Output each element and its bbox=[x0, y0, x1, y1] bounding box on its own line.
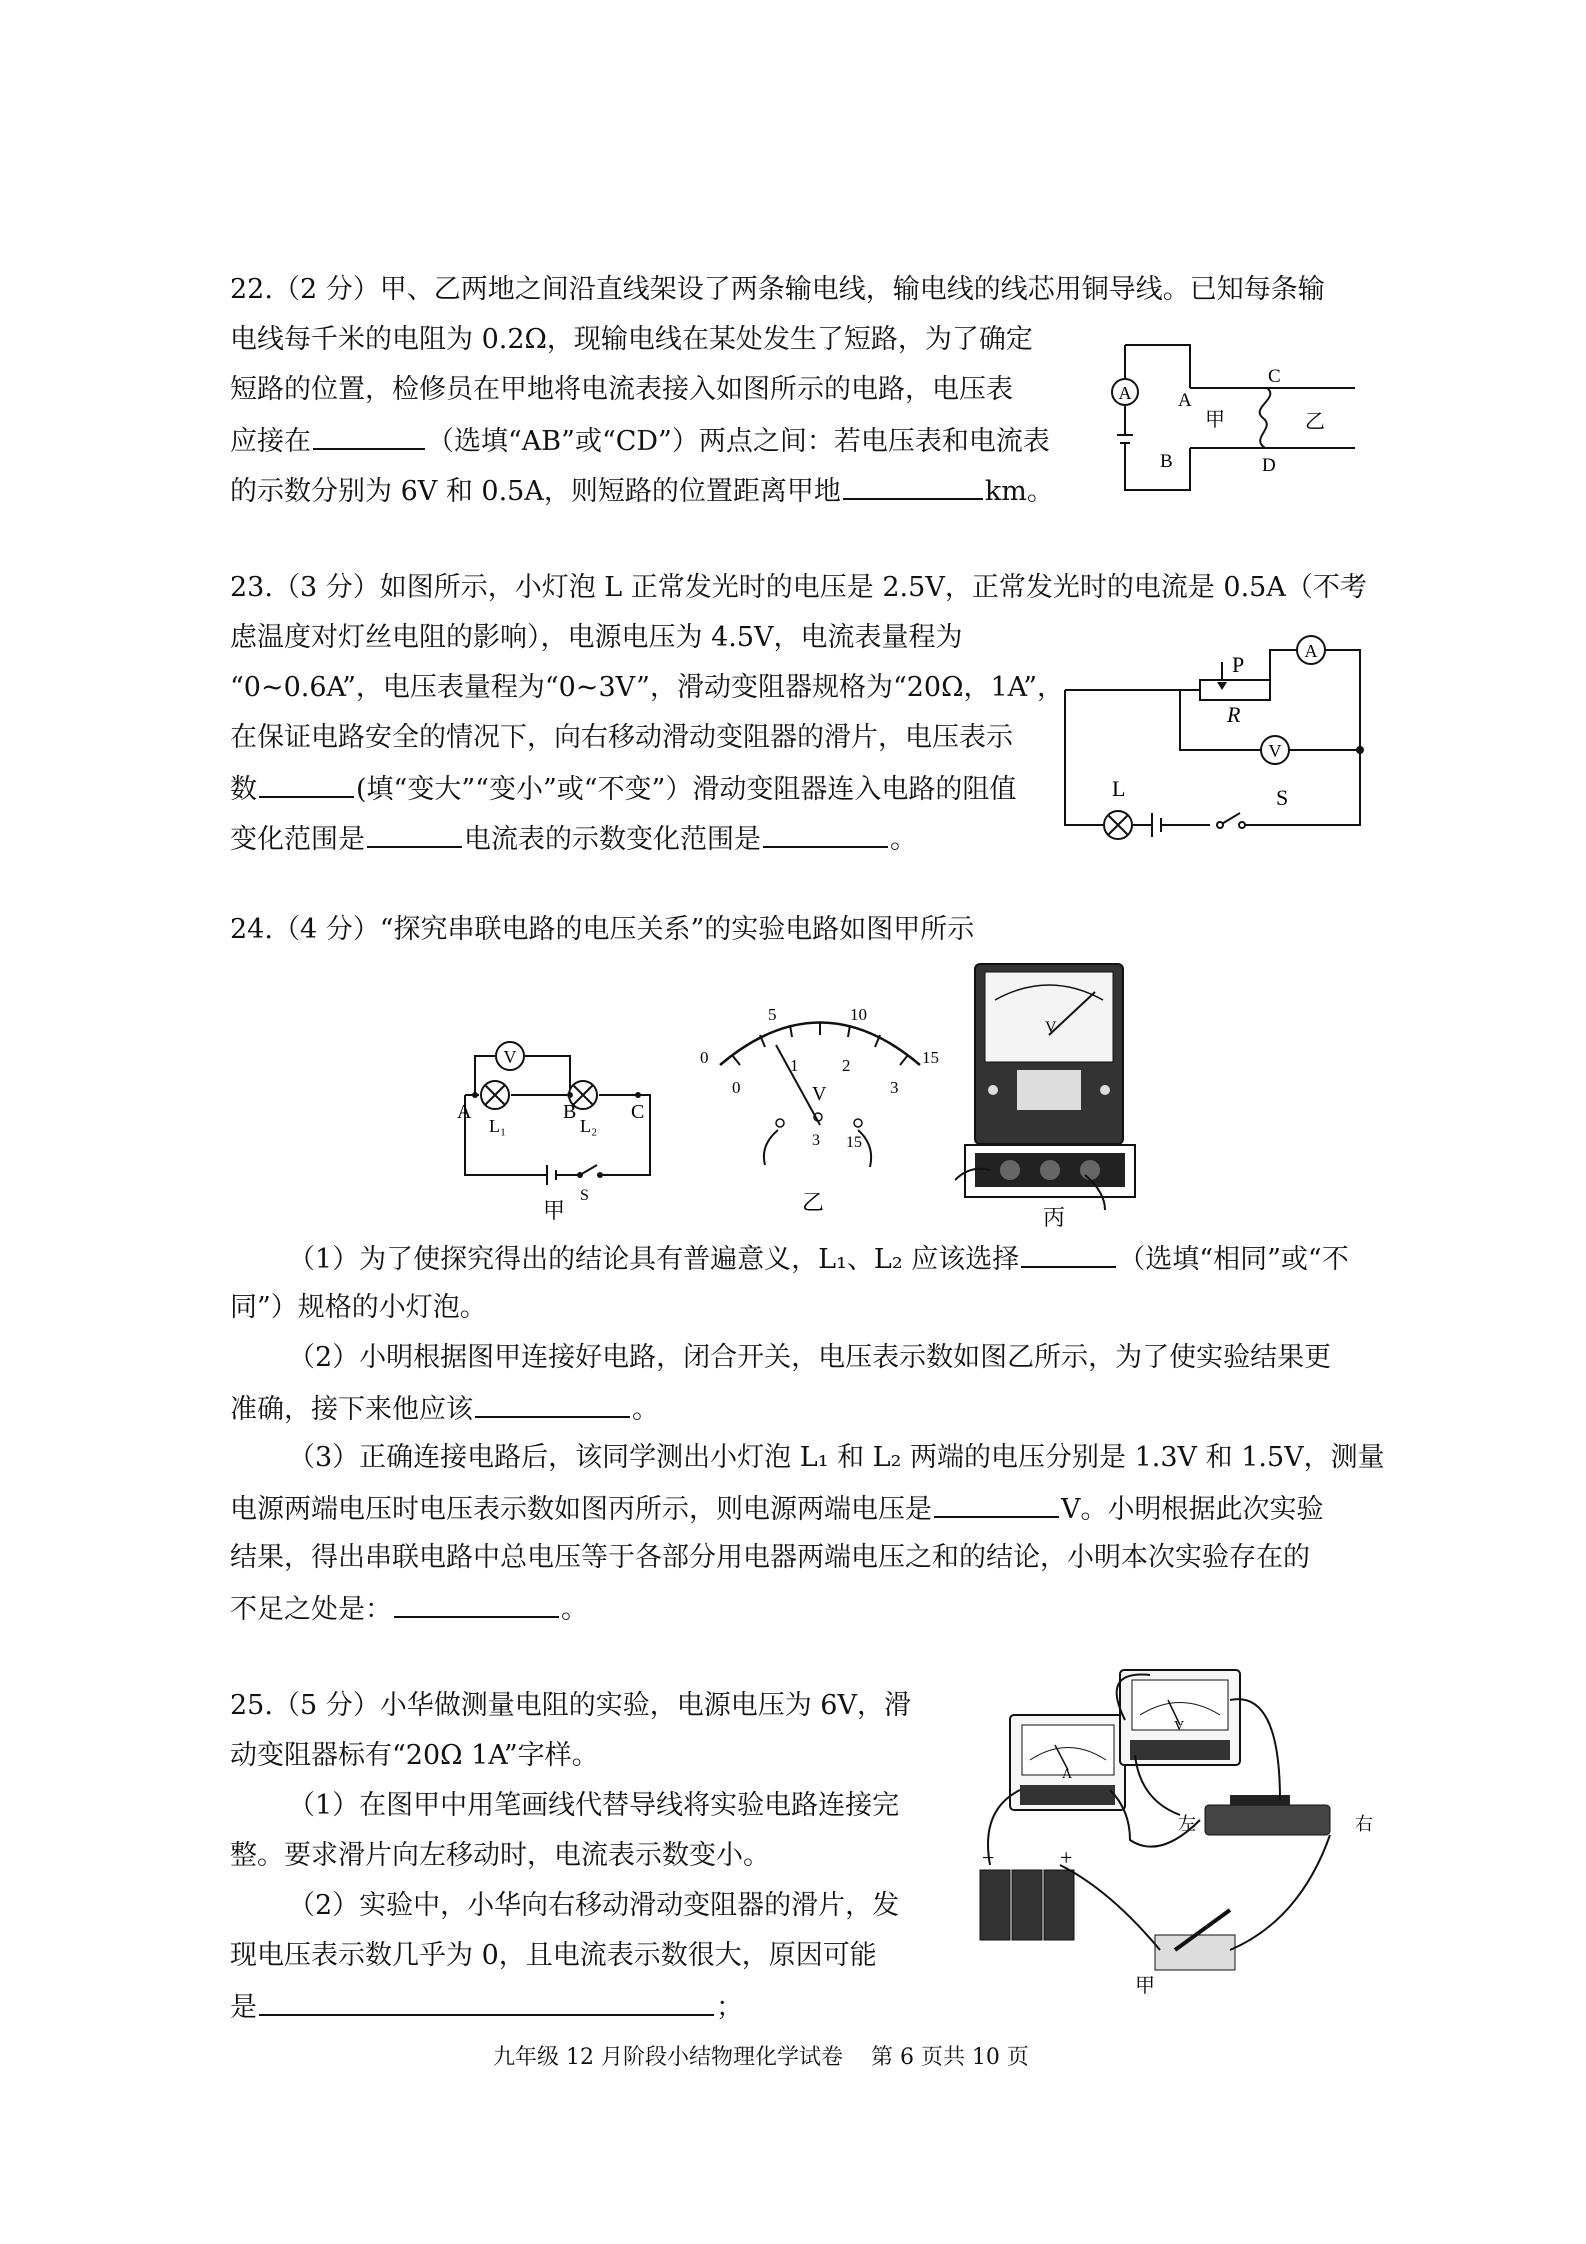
q22-text: 的示数分别为 6V 和 0.5A，则短路的位置距离甲地 bbox=[230, 476, 841, 507]
q24-text: 电源两端电压时电压表示数如图丙所示，则电源两端电压是 bbox=[230, 1494, 932, 1525]
svg-text:0: 0 bbox=[700, 1048, 709, 1067]
q24-part1-line-1 bbox=[288, 1240, 1349, 1278]
svg-text:1: 1 bbox=[790, 1056, 799, 1075]
svg-text:3: 3 bbox=[890, 1078, 899, 1097]
q23-answer-blank-1[interactable] bbox=[259, 770, 354, 798]
q24-part3-line-1: （3）正确连接电路后，该同学测出小灯泡 L₁ 和 L₂ 两端的电压分别是 1.3V 和 1.5V，测量 bbox=[288, 1442, 1385, 1473]
svg-text:15: 15 bbox=[922, 1048, 939, 1067]
q24-part3-line-2 bbox=[230, 1490, 1324, 1528]
q23-text: 电流表的示数变化范围是 bbox=[464, 824, 761, 855]
svg-text:A: A bbox=[1118, 383, 1132, 403]
q24-title: 24.（4 分）“探究串联电路的电压关系”的实验电路如图甲所示 bbox=[230, 914, 975, 945]
q22-circuit-diagram bbox=[1100, 330, 1360, 500]
q25-line-5: （2）实验中，小华向右移动滑动变阻器的滑片，发 bbox=[288, 1890, 900, 1921]
q24-part1-line-2: 同”）规格的小灯泡。 bbox=[230, 1292, 487, 1323]
q24-text: V。小明根据此次实验 bbox=[1061, 1494, 1324, 1525]
svg-text:V: V bbox=[1174, 1719, 1185, 1734]
q24-text: 。 bbox=[632, 1394, 659, 1425]
q25-line-2: 动变阻器标有“20Ω 1A”字样。 bbox=[230, 1740, 599, 1771]
svg-text:L: L bbox=[1112, 776, 1126, 801]
svg-text:丙: 丙 bbox=[1043, 1205, 1066, 1228]
q22-answer-blank-1[interactable] bbox=[313, 422, 425, 450]
rheostat-icon bbox=[1200, 680, 1270, 700]
q23-text: 数 bbox=[230, 774, 257, 805]
q24-text: 准确，接下来他应该 bbox=[230, 1394, 473, 1425]
svg-text:V: V bbox=[1268, 741, 1282, 761]
q22-answer-blank-2[interactable] bbox=[843, 472, 983, 500]
q22-line-5 bbox=[230, 472, 1054, 510]
q24-part2-line-2 bbox=[230, 1390, 659, 1428]
q23-text: 。 bbox=[890, 824, 917, 855]
q23-line-1: 23.（3 分）如图所示，小灯泡 L 正常发光时的电压是 2.5V，正常发光时的电流是 0.5A（不考 bbox=[230, 572, 1367, 603]
svg-text:A: A bbox=[1062, 1767, 1073, 1782]
q24-part3-line-3: 结果，得出串联电路中总电压等于各部分用电器两端电压之和的结论，小明本次实验存在的 bbox=[230, 1542, 1310, 1573]
svg-text:甲: 甲 bbox=[543, 1198, 566, 1220]
q25-figure-jia-apparatus bbox=[960, 1660, 1380, 2000]
svg-text:L₂: L₂ bbox=[580, 1116, 598, 1136]
q25-line-6: 现电压表示数几乎为 0，且电流表示数很大，原因可能 bbox=[230, 1940, 877, 1971]
svg-text:L₁: L₁ bbox=[489, 1116, 507, 1136]
q24-figure-bing-voltmeter-photo bbox=[955, 960, 1145, 1228]
q23-answer-blank-2[interactable] bbox=[367, 820, 462, 848]
q24-answer-blank-3[interactable] bbox=[934, 1490, 1059, 1518]
q24-text: 不足之处是： bbox=[230, 1594, 392, 1625]
svg-text:甲: 甲 bbox=[1205, 409, 1225, 431]
q23-line-6 bbox=[230, 820, 917, 858]
svg-text:C: C bbox=[1268, 366, 1281, 387]
q25-line-3: （1）在图甲中用笔画线代替导线将实验电路连接完 bbox=[288, 1790, 900, 1821]
q23-text: (填“变大”“变小”或“不变”）滑动变阻器连入电路的阻值 bbox=[356, 774, 1017, 805]
q23-line-4: 在保证电路安全的情况下，向右移动滑动变阻器的滑片，电压表示 bbox=[230, 722, 1013, 753]
q24-part3-line-4 bbox=[230, 1590, 588, 1628]
svg-text:A: A bbox=[1178, 390, 1192, 411]
svg-text:−: − bbox=[982, 1845, 995, 1870]
q22-line-1: 22.（2 分）甲、乙两地之间沿直线架设了两条输电线，输电线的线芯用铜导线。已知每条输 bbox=[230, 274, 1325, 305]
svg-text:R: R bbox=[1227, 702, 1241, 727]
q22-line-2: 电线每千米的电阻为 0.2Ω，现输电线在某处发生了短路，为了确定 bbox=[230, 324, 1033, 355]
q24-part2-line-1: （2）小明根据图甲连接好电路，闭合开关，电压表示数如图乙所示，为了使实验结果更 bbox=[288, 1342, 1332, 1373]
svg-text:V: V bbox=[1045, 1019, 1057, 1036]
svg-text:2: 2 bbox=[842, 1056, 851, 1075]
svg-text:乙: 乙 bbox=[1305, 411, 1325, 433]
q25-line-1: 25.（5 分）小华做测量电阻的实验，电源电压为 6V，滑 bbox=[230, 1690, 911, 1721]
q25-text: 是 bbox=[230, 1992, 257, 2023]
svg-text:S: S bbox=[580, 1187, 589, 1204]
q24-answer-blank-2[interactable] bbox=[475, 1390, 630, 1418]
svg-text:B: B bbox=[1160, 451, 1173, 472]
svg-text:左: 左 bbox=[1178, 1814, 1196, 1834]
q23-text: 变化范围是 bbox=[230, 824, 365, 855]
svg-text:A: A bbox=[457, 1101, 472, 1123]
q24-text: （1）为了使探究得出的结论具有普遍意义，L₁、L₂ 应该选择 bbox=[288, 1244, 1020, 1275]
svg-text:5: 5 bbox=[768, 1005, 777, 1024]
svg-text:乙: 乙 bbox=[802, 1190, 825, 1215]
svg-text:+: + bbox=[1060, 1845, 1073, 1870]
q22-text: 应接在 bbox=[230, 426, 311, 457]
page-footer: 九年级 12 月阶段小结物理化学试卷 第 6 页共 10 页 bbox=[493, 2045, 1029, 2070]
svg-text:S: S bbox=[1276, 785, 1289, 810]
q24-figure-jia-circuit bbox=[455, 1020, 680, 1220]
q24-figure-yi-voltmeter-dial bbox=[690, 995, 950, 1220]
svg-text:V: V bbox=[812, 1083, 827, 1105]
svg-text:B: B bbox=[563, 1101, 577, 1123]
svg-text:C: C bbox=[631, 1101, 645, 1123]
svg-text:0: 0 bbox=[732, 1078, 741, 1097]
svg-text:3: 3 bbox=[812, 1132, 820, 1149]
q24-text: （选填“相同”或“不 bbox=[1118, 1244, 1349, 1275]
q25-line-7 bbox=[230, 1988, 743, 2026]
q25-line-4: 整。要求滑片向左移动时，电流表示数变小。 bbox=[230, 1840, 770, 1871]
q24-answer-blank-4[interactable] bbox=[394, 1590, 559, 1618]
svg-text:甲: 甲 bbox=[1135, 1975, 1155, 1997]
svg-text:右: 右 bbox=[1355, 1814, 1373, 1834]
svg-text:15: 15 bbox=[846, 1134, 862, 1151]
svg-text:D: D bbox=[1262, 455, 1276, 476]
q25-text: ； bbox=[716, 1992, 743, 2023]
q25-answer-blank-1[interactable] bbox=[259, 1988, 714, 2016]
q24-text: 。 bbox=[561, 1594, 588, 1625]
q23-circuit-diagram bbox=[1060, 620, 1380, 850]
q22-line-4 bbox=[230, 422, 1050, 460]
q22-text: （选填“AB”或“CD”）两点之间：若电压表和电流表 bbox=[427, 426, 1050, 457]
q22-text: km。 bbox=[984, 476, 1054, 507]
svg-text:V: V bbox=[503, 1047, 517, 1067]
svg-text:A: A bbox=[1304, 641, 1318, 661]
q22-line-3: 短路的位置，检修员在甲地将电流表接入如图所示的电路，电压表 bbox=[230, 374, 1013, 405]
svg-text:10: 10 bbox=[850, 1005, 867, 1024]
q23-line-3: “0~0.6A”，电压表量程为“0~3V”，滑动变阻器规格为“20Ω，1A”， bbox=[230, 672, 1065, 703]
q23-line-5 bbox=[230, 770, 1016, 808]
q23-answer-blank-3[interactable] bbox=[763, 820, 888, 848]
q23-line-2: 虑温度对灯丝电阻的影响），电源电压为 4.5V，电流表量程为 bbox=[230, 622, 963, 653]
svg-text:P: P bbox=[1232, 652, 1245, 677]
q24-answer-blank-1[interactable] bbox=[1021, 1240, 1116, 1268]
